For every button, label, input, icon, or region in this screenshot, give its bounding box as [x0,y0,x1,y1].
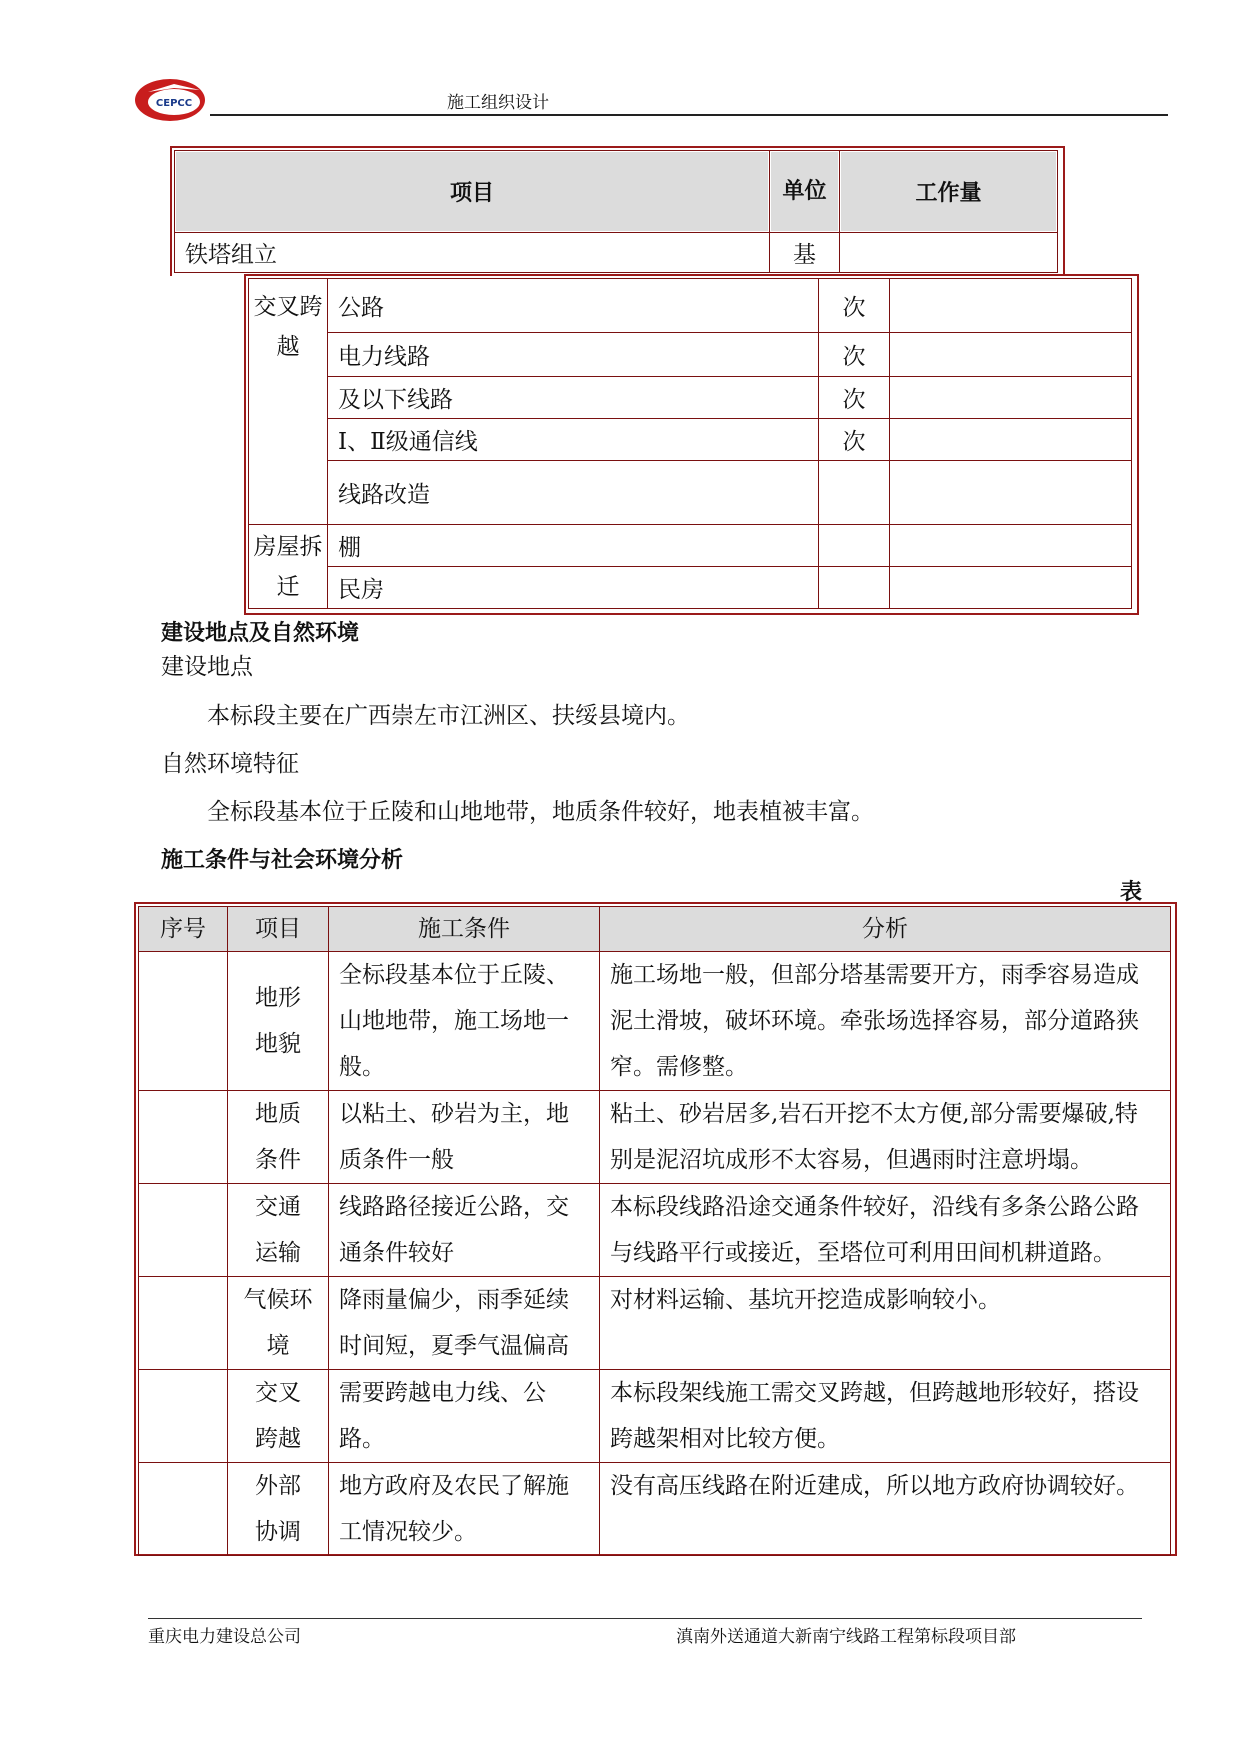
para-location: 本标段主要在广西崇左市江洲区、扶绥县境内。 [207,703,690,729]
row-item: 气候环 境 [228,1277,329,1370]
row-no [139,1370,228,1463]
row-analysis: 本标段线路沿途交通条件较好，沿线有多条公路公路与线路平行或接近，至塔位可利用田间机耕道路。 [600,1184,1171,1277]
cross-row-workload [890,419,1132,461]
cross-row-item: 公路 [328,279,819,333]
row-tower-workload [840,233,1058,273]
subheading-location: 建设地点 [161,654,253,680]
house-row-workload [890,567,1132,609]
house-row-item: 棚 [328,525,819,567]
table-row [139,952,1171,1091]
col-unit-header: 单位 [770,151,840,233]
section-heading-conditions: 施工条件与社会环境分析 [161,848,404,873]
row-tower-item: 铁塔组立 [175,233,770,273]
cross-row-item: 电力线路 [328,333,819,377]
row-analysis: 没有高压线路在附近建成，所以地方政府协调较好。 [600,1463,1171,1556]
row-condition: 需要跨越电力线、公路。 [329,1370,600,1463]
work-table-header [174,150,1058,273]
row-analysis: 施工场地一般，但部分塔基需要开方，雨季容易造成泥土滑坡，破坏环境。牵张场选择容易，部分道路狭窄。需修整。 [600,952,1171,1091]
table-row [139,1370,1171,1463]
row-analysis: 粘土、砂岩居多,岩石开挖不太方便,部分需要爆破,特别是泥沼坑成形不太容易，但遇雨时注意坍塌。 [600,1091,1171,1184]
table-label: 表 [1120,880,1143,905]
table-row [139,1277,1171,1370]
row-no [139,1184,228,1277]
cross-row-item: 线路改造 [328,461,819,525]
row-condition: 以粘土、砂岩为主，地质条件一般 [329,1091,600,1184]
para-environment: 全标段基本位于丘陵和山地地带，地质条件较好，地表植被丰富。 [207,799,874,825]
col-analysis-header: 分析 [600,907,1171,952]
row-tower-unit: 基 [770,233,840,273]
row-item: 外部 协调 [228,1463,329,1556]
cross-row-workload [890,377,1132,419]
conditions-table [138,906,1171,1556]
row-analysis: 对材料运输、基坑开挖造成影响较小。 [600,1277,1171,1370]
section-heading-location: 建设地点及自然环境 [161,621,360,646]
cross-label: 交叉跨越 [249,279,328,525]
row-condition: 降雨量偏少，雨季延续时间短，夏季气温偏高 [329,1277,600,1370]
house-row-workload [890,525,1132,567]
company-logo [134,78,206,122]
col-workload-header: 工作量 [840,151,1058,233]
col-condition-header: 施工条件 [329,907,600,952]
row-item: 地质 条件 [228,1091,329,1184]
header-divider [210,114,1168,116]
cross-row-unit [819,461,890,525]
col-no-header: 序号 [139,907,228,952]
row-item: 交通 运输 [228,1184,329,1277]
cross-row-unit: 次 [819,333,890,377]
work-table-body [248,278,1132,609]
col-item-header: 项目 [175,151,770,233]
row-no [139,1463,228,1556]
col-item-header: 项目 [228,907,329,952]
cross-row-workload [890,279,1132,333]
table-row [139,1091,1171,1184]
row-condition: 线路路径接近公路，交通条件较好 [329,1184,600,1277]
row-condition: 地方政府及农民了解施工情况较少。 [329,1463,600,1556]
cross-row-item: 及以下线路 [328,377,819,419]
row-no [139,1277,228,1370]
row-analysis: 本标段架线施工需交叉跨越，但跨越地形较好，搭设跨越架相对比较方便。 [600,1370,1171,1463]
cross-row-workload [890,333,1132,377]
row-condition: 全标段基本位于丘陵、山地地带，施工场地一般。 [329,952,600,1091]
header-title: 施工组织设计 [447,93,549,113]
house-label: 房屋拆迁 [249,525,328,609]
cross-row-unit: 次 [819,279,890,333]
row-item: 地形 地貌 [228,952,329,1091]
logo-text: CEPCC [155,98,193,109]
house-row-item: 民房 [328,567,819,609]
subheading-environment: 自然环境特征 [161,751,299,777]
house-row-unit [819,567,890,609]
row-no [139,952,228,1091]
row-item: 交叉 跨越 [228,1370,329,1463]
house-row-unit [819,525,890,567]
cross-row-item: Ⅰ、Ⅱ级通信线 [328,419,819,461]
footer-company: 重庆电力建设总公司 [148,1627,301,1647]
footer-divider [148,1618,1142,1619]
cross-row-unit: 次 [819,419,890,461]
footer-project: 滇南外送通道大新南宁线路工程第标段项目部 [676,1627,1016,1647]
row-no [139,1091,228,1184]
table-row [139,1184,1171,1277]
table-row [139,1463,1171,1556]
cross-row-workload [890,461,1132,525]
cross-row-unit: 次 [819,377,890,419]
